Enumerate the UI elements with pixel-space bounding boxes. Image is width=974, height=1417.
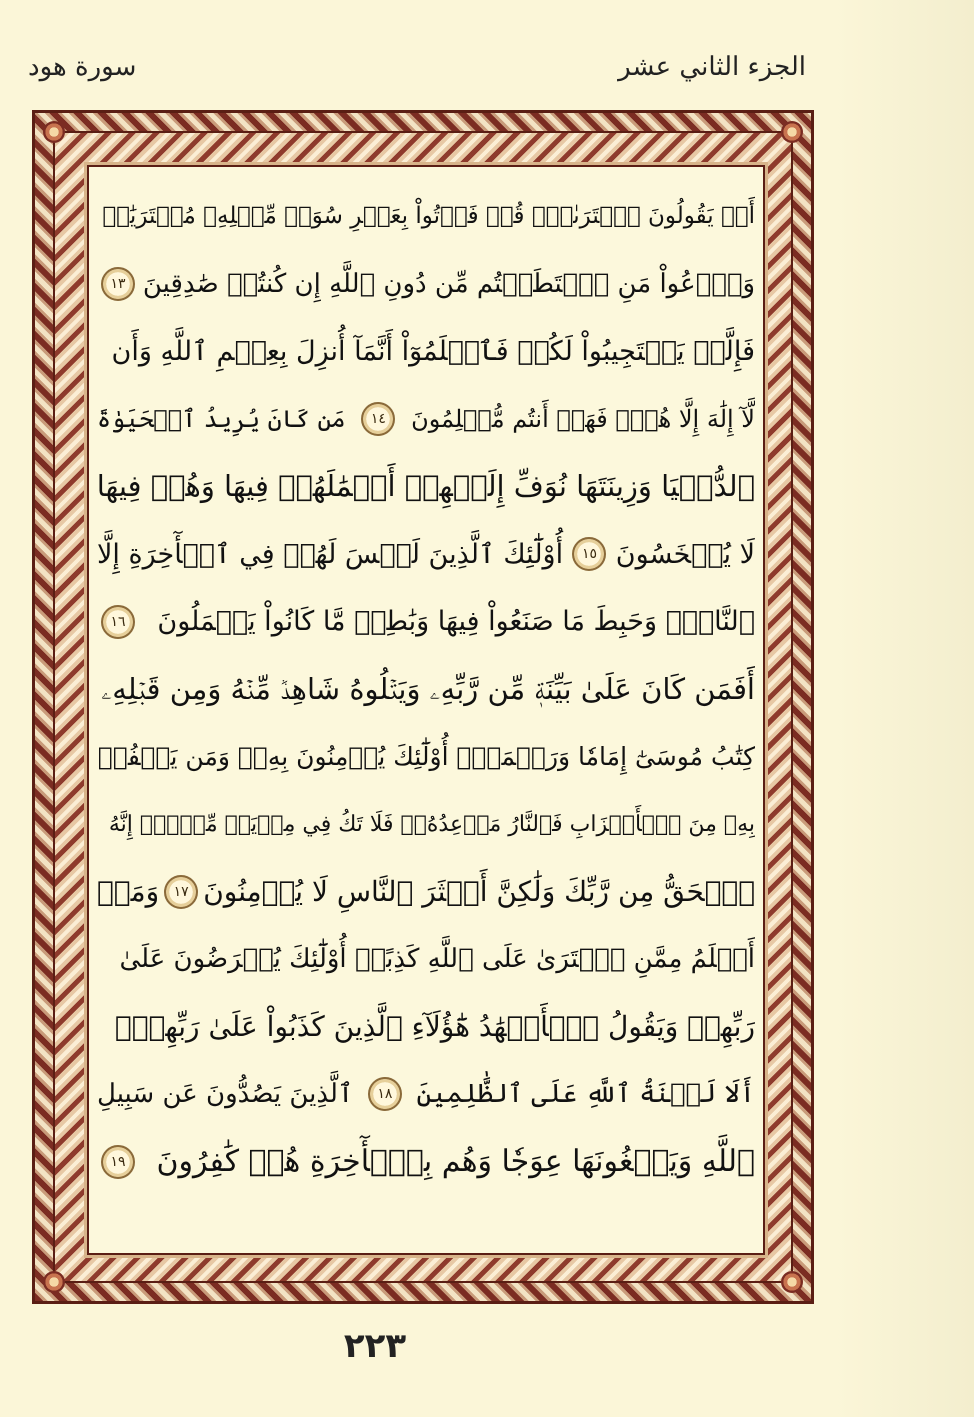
verse-line xyxy=(97,656,755,724)
verse-line xyxy=(97,723,755,791)
ayah-number-marker: ١٤ xyxy=(361,402,395,436)
verse-text-area xyxy=(87,165,765,1255)
page-number: ٢٢٣ xyxy=(343,1326,407,1366)
verse-line xyxy=(97,858,755,926)
verse-text: رَبِّهِمۡ وَيَقُولُ ٱلۡأَشۡهَٰدُ هَٰٓؤُلَآءِ ٱلَّذِينَ كَذَبُواْ عَلَىٰ رَبِّهِمۡۚ xyxy=(114,1010,755,1043)
verse-line xyxy=(97,521,755,589)
verse-line xyxy=(97,453,755,521)
verse-text: بِهِۦ مِنَ ٱلۡأَحۡزَابِ فَٱلنَّارُ مَوۡعِدُهُۥۚ فَلَا تَكُ فِي مِرۡيَةٖ مِّنۡهُۚ إِنَّهُ xyxy=(108,811,755,837)
ayah-number-marker: ١٩ xyxy=(101,1145,135,1179)
verse-text: وَٱدۡعُواْ مَنِ ٱسۡتَطَعۡتُم مِّن دُونِ ٱللَّهِ إِن كُنتُمۡ صَٰدِقِينَ xyxy=(142,268,755,299)
verse-line xyxy=(97,926,755,994)
verse-text: لَا يُبۡخَسُونَ xyxy=(615,538,755,570)
corner-rosette-icon xyxy=(781,1271,803,1293)
ayah-number-marker: ١٣ xyxy=(101,267,135,301)
ayah-number-marker: ١٧ xyxy=(164,875,198,909)
verse-text: ٱللَّهِ وَيَبۡغُونَهَا عِوَجٗا وَهُم بِٱلۡأٓخِرَةِ هُمۡ كَٰفِرُونَ xyxy=(156,1144,755,1179)
corner-rosette-icon xyxy=(781,121,803,143)
verse-line xyxy=(97,588,755,656)
ornamental-frame xyxy=(32,110,814,1304)
verse-line xyxy=(97,1128,755,1196)
verse-line xyxy=(97,183,755,251)
verse-text: فَإِلَّمۡ يَسۡتَجِيبُواْ لَكُمۡ فَٱعۡلَمُوٓاْ أَنَّمَآ أُنزِلَ بِعِلۡمِ ٱللَّهِ وَأَن xyxy=(111,336,755,367)
juz-header: الجزء الثاني عشر xyxy=(618,52,806,82)
verse-text: أَلَا لَعۡنَةُ ٱللَّهِ عَلَى ٱلظَّٰلِمِينَ xyxy=(416,1078,755,1109)
verse-text: أَظۡلَمُ مِمَّنِ ٱفۡتَرَىٰ عَلَى ٱللَّهِ كَذِبًاۚ أُوْلَٰٓئِكَ يُعۡرَضُونَ عَلَىٰ xyxy=(119,943,755,974)
verse-text: كِتَٰبُ مُوسَىٰٓ إِمَامٗا وَرَحۡمَةًۚ أُوْلَٰٓئِكَ يُؤۡمِنُونَ بِهِۦۚ وَمَن يَكۡفُرۡ xyxy=(97,742,755,771)
verse-text: أُوْلَٰٓئِكَ ٱلَّذِينَ لَيۡسَ لَهُمۡ فِي ٱلۡأٓخِرَةِ إِلَّا xyxy=(97,538,564,570)
surah-header: سورة هود xyxy=(28,52,137,82)
page-edge-shadow xyxy=(834,0,974,1417)
verse-line xyxy=(97,1061,755,1129)
verse-text: أَمۡ يَقُولُونَ ٱفۡتَرَىٰهُۖ قُلۡ فَأۡتُواْ بِعَشۡرِ سُوَرٖ مِّثۡلِهِۦ مُفۡتَرَيَٰتٖ xyxy=(102,203,755,229)
verse-line xyxy=(97,386,755,454)
verse-text: لَّآ إِلَٰهَ إِلَّا هُوَۖ فَهَلۡ أَنتُم مُّسۡلِمُونَ xyxy=(411,404,755,433)
corner-rosette-icon xyxy=(43,121,65,143)
verse-lines xyxy=(97,183,755,1196)
verse-text: ٱلنَّارُۖ وَحَبِطَ مَا صَنَعُواْ فِيهَا وَبَٰطِلٞ مَّا كَانُواْ يَعۡمَلُونَ xyxy=(157,606,755,637)
verse-line xyxy=(97,318,755,386)
verse-text: ٱلدُّنۡيَا وَزِينَتَهَا نُوَفِّ إِلَيۡهِمۡ أَعۡمَٰلَهُمۡ فِيهَا وَهُمۡ فِيهَا xyxy=(97,469,755,503)
ayah-number-marker: ١٦ xyxy=(101,605,135,639)
verse-text: أَفَمَن كَانَ عَلَىٰ بَيِّنَةٖ مِّن رَّبِّهِۦ وَيَتۡلُوهُ شَاهِدٞ مِّنۡهُ وَمِن قَبۡلِهِۦ xyxy=(101,671,755,706)
verse-text: مَن كَانَ يُرِيدُ ٱلۡحَيَوٰةَ xyxy=(97,404,346,433)
verse-text: ٱلَّذِينَ يَصُدُّونَ عَن سَبِيلِ xyxy=(97,1078,354,1109)
verse-line xyxy=(97,251,755,319)
verse-line xyxy=(97,791,755,859)
ayah-number-marker: ١٥ xyxy=(572,537,606,571)
verse-text: ٱلۡحَقُّ مِن رَّبِّكَ وَلَٰكِنَّ أَكۡثَرَ ٱلنَّاسِ لَا يُؤۡمِنُونَ xyxy=(203,875,755,908)
verse-text: وَمَنۡ xyxy=(97,875,160,908)
verse-line xyxy=(97,993,755,1061)
corner-rosette-icon xyxy=(43,1271,65,1293)
ayah-number-marker: ١٨ xyxy=(368,1077,402,1111)
